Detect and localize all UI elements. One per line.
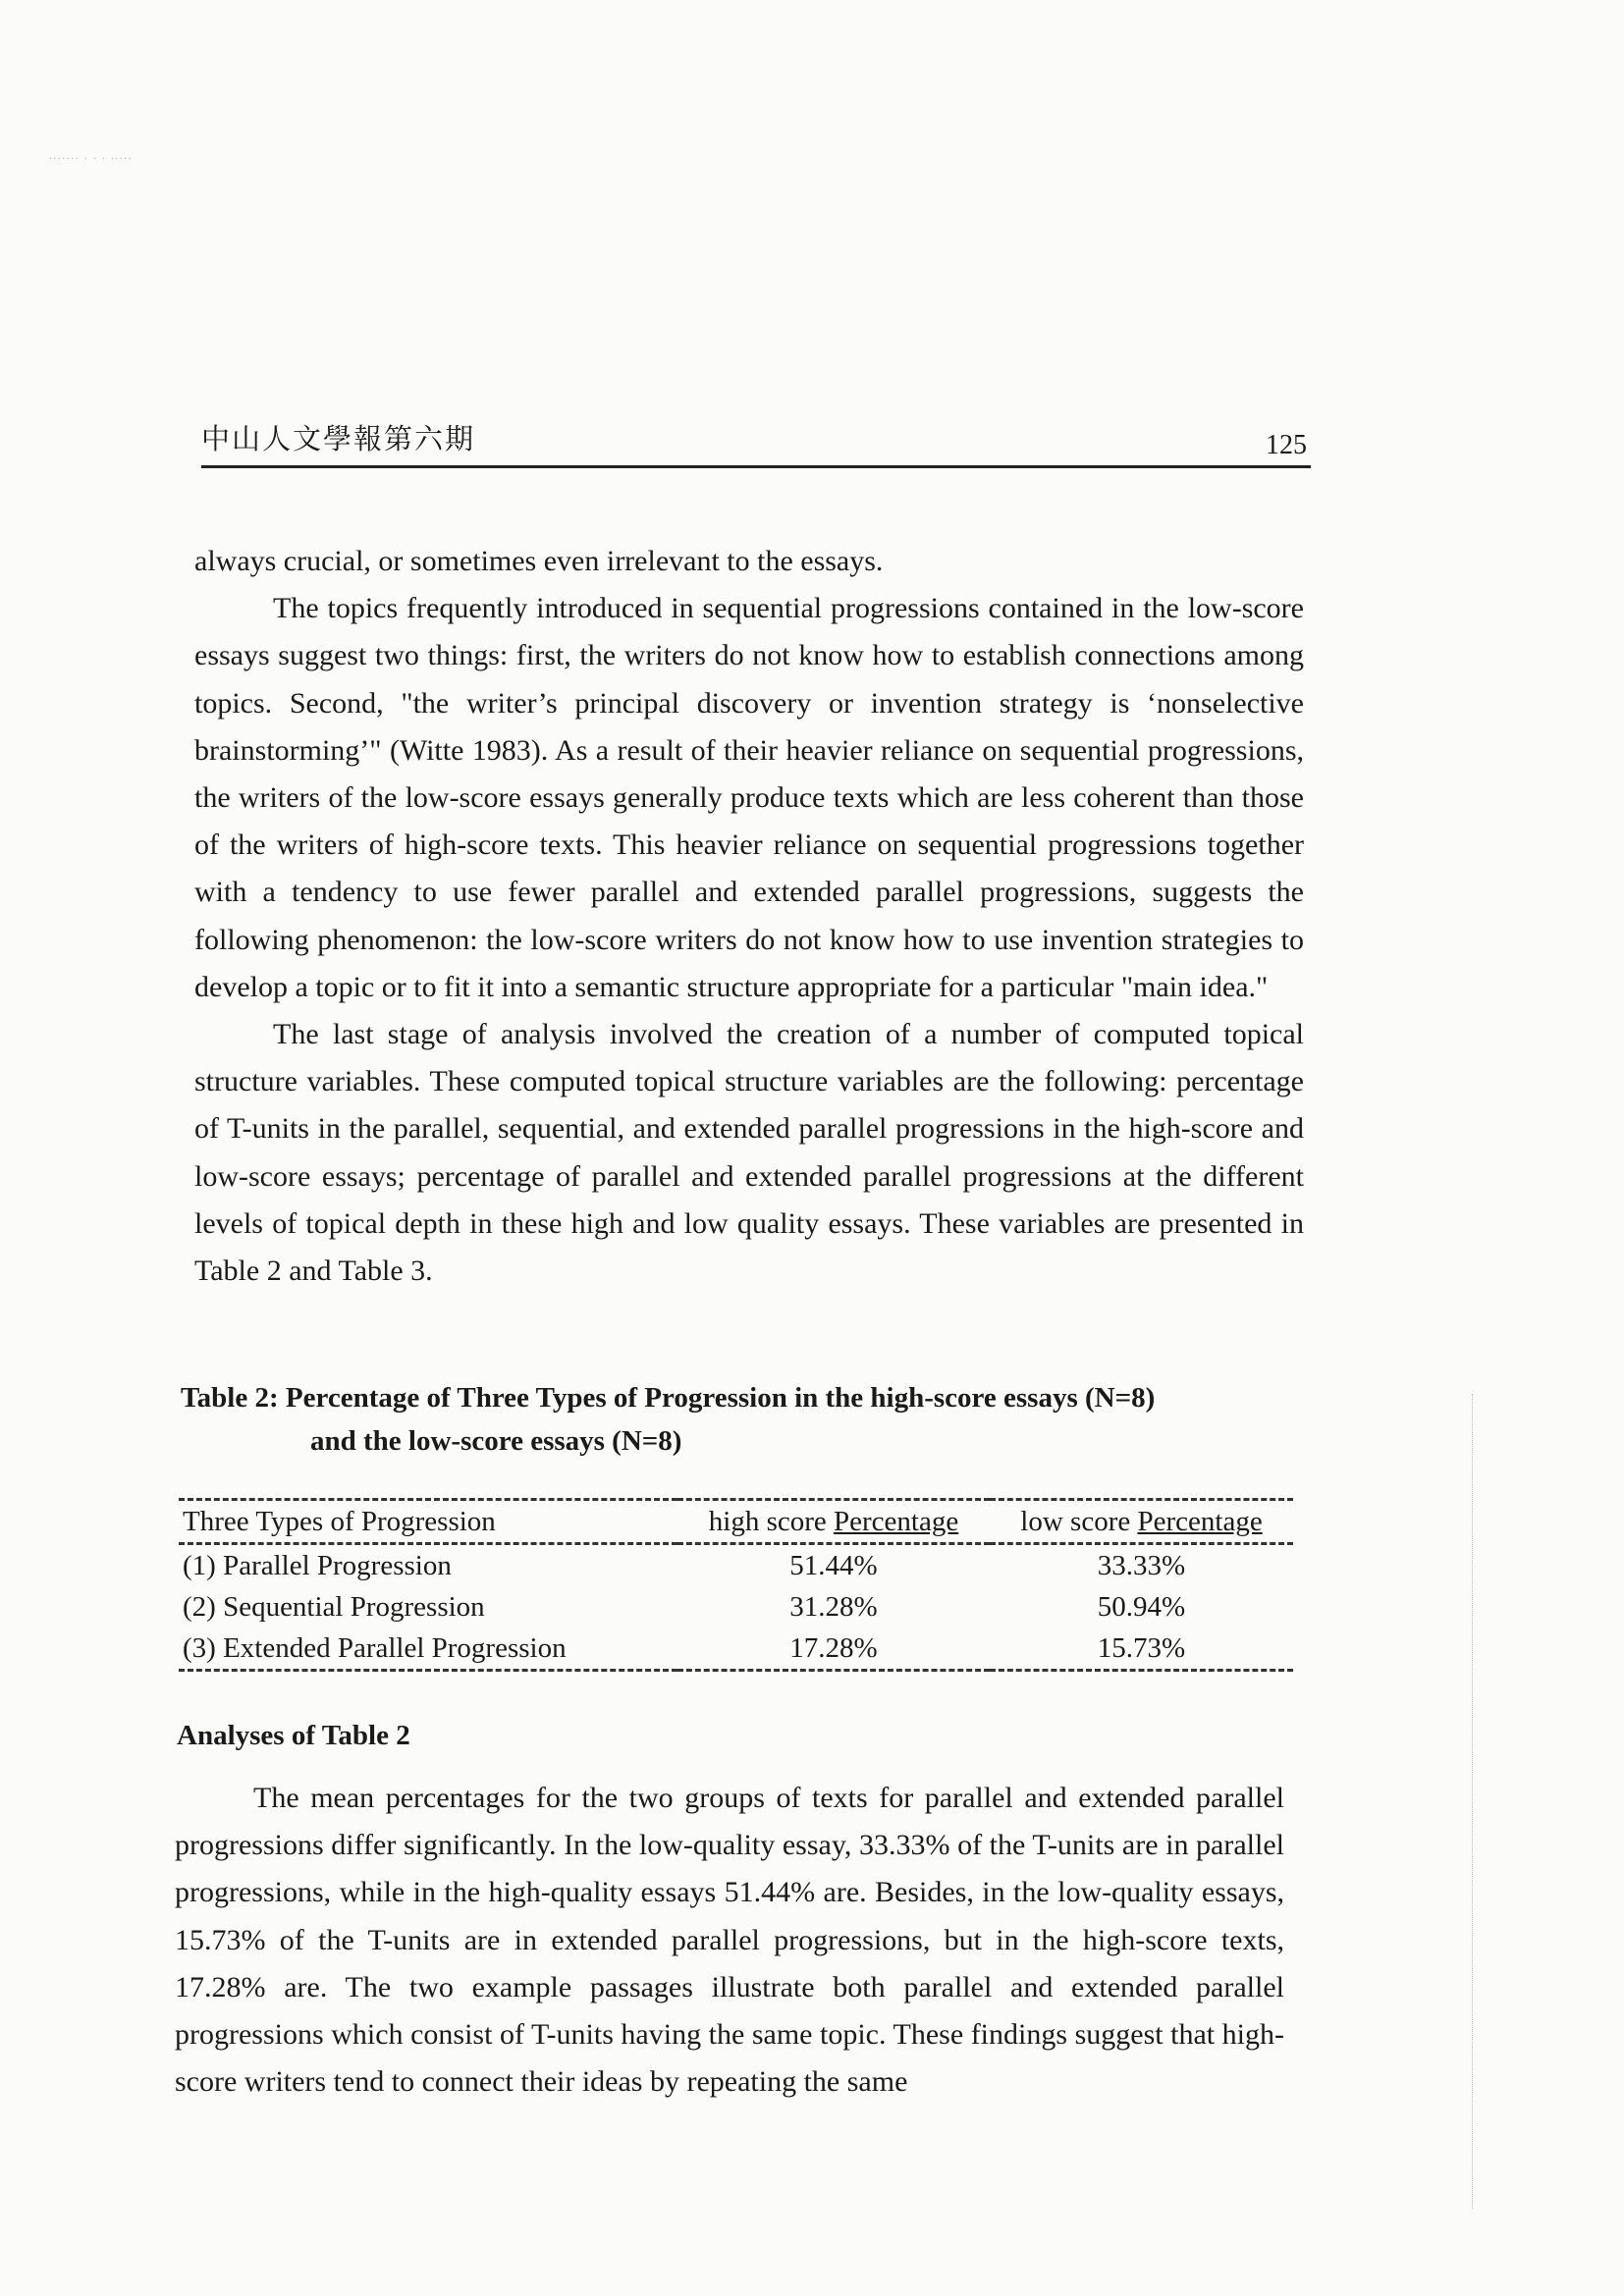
header-prefix: high score: [708, 1506, 835, 1537]
high-score-value: 31.28%: [789, 1591, 878, 1623]
table-caption: [181, 1376, 1310, 1463]
table-header-row: [179, 1500, 1293, 1544]
progression-table: [179, 1498, 1293, 1672]
table-row: [179, 1586, 1293, 1628]
low-score-value: 50.94%: [1097, 1591, 1186, 1623]
high-score-value: 51.44%: [789, 1550, 878, 1581]
body-text-bottom: [175, 1775, 1284, 2106]
section-heading: Analyses of Table 2: [177, 1720, 410, 1751]
paragraph: The mean percentages for the two groups of texts for parallel and extended parallel progressions differ significantly. In the low-quality essay, 33.33% of the T-units are in parallel progressions, while in the high-quality essays 51.44% are. Besides, in the low-quality essays, 15.73% of the T-units are in extended parallel progressions, but in the high-score texts, 17.28% are. The two example passages illustrate both parallel and extended parallel progressions which consist of T-units having the same topic. These findings suggest that high-score writers tend to connect their ideas by repeating the same: [175, 1782, 1284, 2099]
table-caption-line: and the low-score essays (N=8): [310, 1425, 682, 1457]
table-row: [179, 1628, 1293, 1671]
paragraph-continued: always crucial, or sometimes even irrelevant to the essays.: [194, 545, 884, 577]
table-header-cell: Three Types of Progression: [183, 1506, 496, 1537]
paragraph: The topics frequently introduced in sequential progressions contained in the low-score essays suggest two things: first, the writers do not know how to establish connections among topics. Second, "the writer’s principal discovery or invention strategy is ‘nonselective brainstorming’" (Witte 1983). As a result of their heavier reliance on sequential progressions, the writers of the low-score essays generally produce texts which are less coherent than those of the writers of high-score texts. This heavier reliance on sequential progressions together with a tendency to use fewer parallel and extended parallel progressions, suggests the following phenomenon: the low-score writers do not know how to use invention strategies to develop a topic or to fit it into a semantic structure appropriate for a particular "main idea.": [194, 592, 1304, 1003]
table-header-cell: [990, 1500, 1293, 1544]
table-header-cell: [677, 1500, 990, 1544]
scan-edge-line: [1472, 1394, 1473, 2209]
running-header: [201, 410, 1311, 468]
paragraph: The last stage of analysis involved the creation of a number of computed topical structure variables. These computed topical structure variables are the following: percentage of T-units in the parallel, sequential, and extended parallel progressions in the high-score and low-score essays; percentage of parallel and extended parallel progressions at the different levels of topical depth in these high and low quality essays. These variables are presented in Table 2 and Table 3.: [194, 1018, 1304, 1288]
header-percentage: Percentage: [1137, 1506, 1263, 1537]
table-row: [179, 1544, 1293, 1587]
row-label: (1) Parallel Progression: [183, 1550, 452, 1581]
page-number: 125: [1266, 430, 1307, 460]
scan-artifact-dots: ....... . . . .....: [49, 151, 134, 162]
high-score-value: 17.28%: [789, 1632, 878, 1664]
journal-title: 中山人文學報第六期: [201, 422, 476, 455]
body-text-top: [194, 538, 1304, 1295]
low-score-value: 33.33%: [1097, 1550, 1186, 1581]
row-label: (2) Sequential Progression: [183, 1591, 485, 1623]
header-percentage: Percentage: [834, 1506, 959, 1537]
header-prefix: low score: [1020, 1506, 1138, 1537]
table-caption-line: Table 2: Percentage of Three Types of Progression in the high-score essays (N=8): [181, 1382, 1156, 1414]
row-label: (3) Extended Parallel Progression: [183, 1632, 567, 1664]
low-score-value: 15.73%: [1097, 1632, 1186, 1664]
